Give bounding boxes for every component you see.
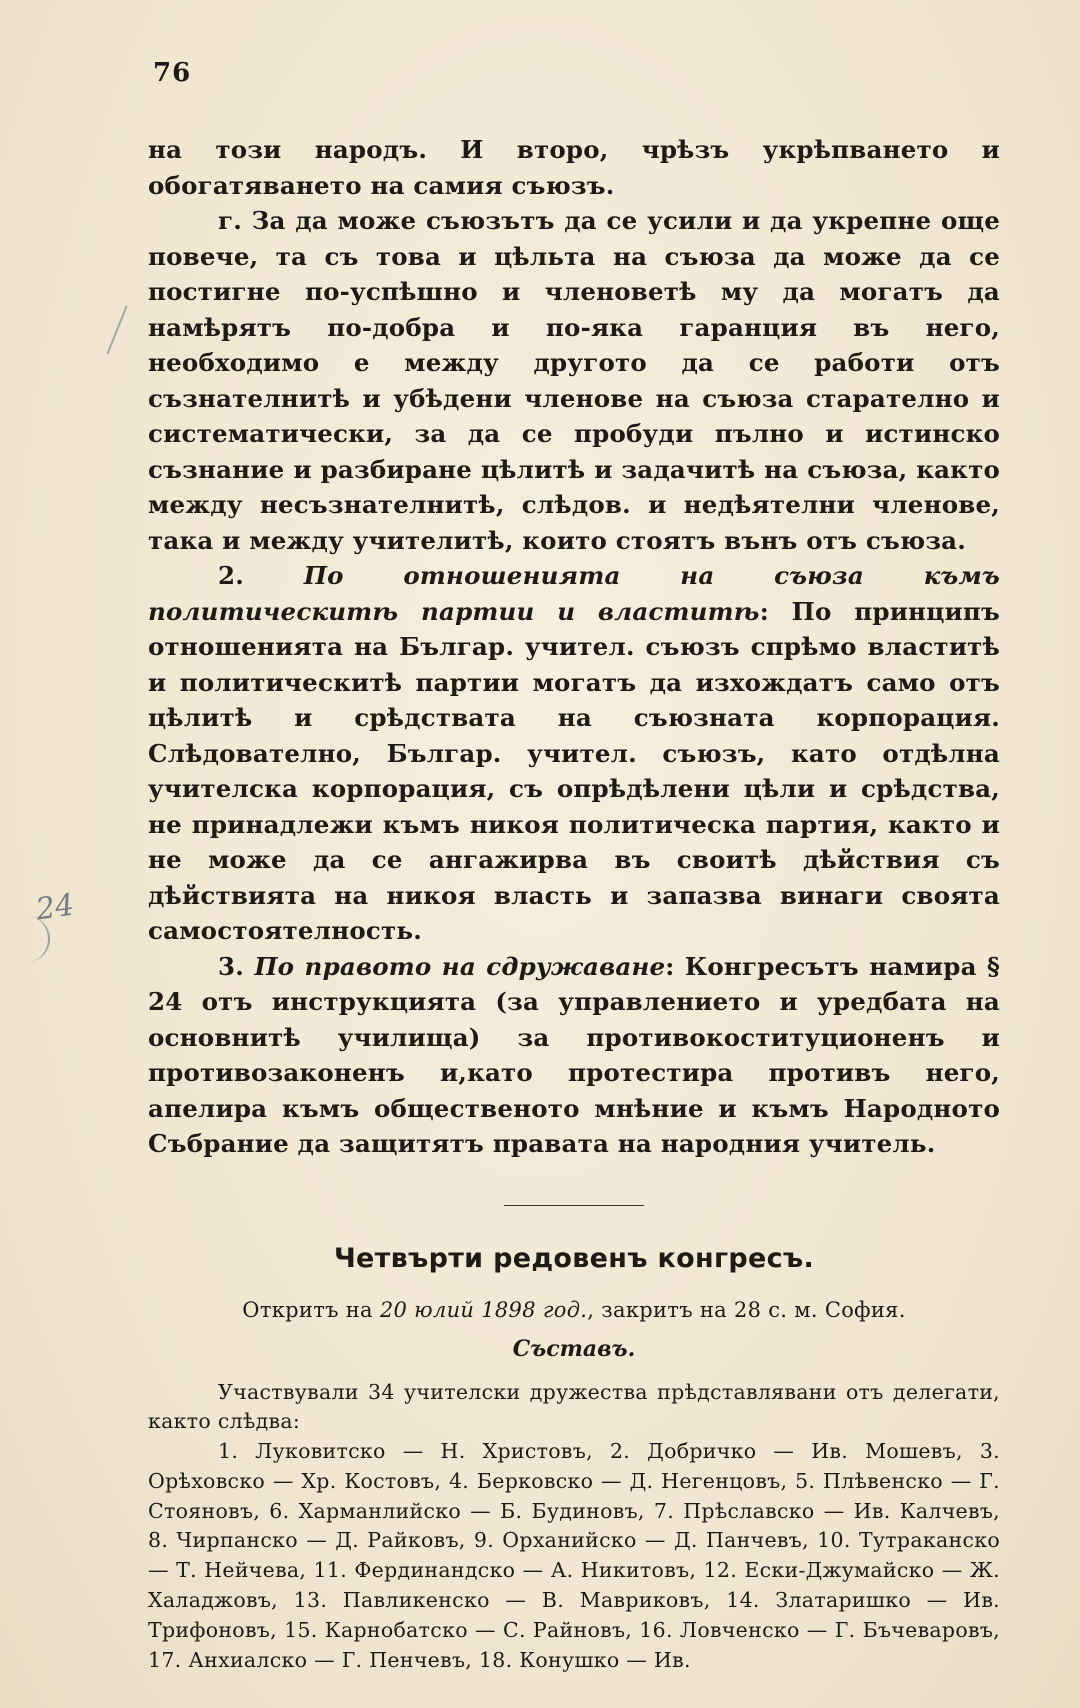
composition-subheading: Съставъ. <box>512 1335 636 1362</box>
pencil-mark <box>106 306 127 355</box>
paragraph-3-title: По правото на сдружаване <box>254 951 666 981</box>
paragraph-2 <box>148 558 1000 949</box>
opened-suffix: , закритъ на 28 с. м. София. <box>587 1297 906 1322</box>
paragraph-2-text: : По принципъ отношенията на Българ. учител. съюзъ спрѣмо властитѣ и политическитѣ партии могатъ да изхождатъ само отъ цѣлитѣ и срѣдствата на съюзната корпорация. Слѣдователно, Българ. учител. съюзъ, като отдѣлна учителска корпорация, съ опрѣдѣлени цѣли и срѣдства, не принадлежи къмъ никоя политическа партия, както и не може да се ангажирва въ своитѣ дѣйствия съ дѣйствията на никоя власть и запазва винаги своята самостоятелность. <box>148 596 1000 945</box>
paragraph-3 <box>148 949 1000 1162</box>
paragraph-2-title: По отношенията на съюза къмъ политическитѣ партии и властитѣ <box>148 561 1001 626</box>
paragraph-3-text: : Конгресътъ намира § 24 отъ инструкцията (за управлението и уредбата на основнитѣ училища) за противокоституционенъ и противозаконенъ и,като протестира противъ него, апелира къмъ общественото мнѣние и къмъ Народното Събрание да защитятъ правата на народния учитель. <box>148 951 1001 1158</box>
opened-prefix: Откритъ на <box>242 1297 380 1322</box>
section-divider <box>504 1205 644 1206</box>
section-heading: Четвърти редовенъ конгресъ. <box>333 1242 815 1274</box>
paragraph-2-number: 2. <box>218 561 244 590</box>
opened-date: 20 юлий 1898 год. <box>379 1297 588 1322</box>
congress-dates <box>148 1298 1000 1322</box>
paragraph-3-number: 3. <box>218 951 244 981</box>
delegates-intro: Участвували 34 учителски дружества прѣдставлявани отъ делегати, както слѣдва: <box>148 1379 1000 1434</box>
page-number: 76 <box>153 58 192 88</box>
paragraph-g: г. За да може съюзътъ да се усили и да укрепне още повече, та съ това и цѣльта на съюза да може да се постигне по-успѣшно и членоветѣ му да могатъ да намѣрятъ по-добра и по-яка гаранция въ него, необходимо е между другото да се работи отъ съзнателнитѣ и убѣдени членове на съюза старателно и систематически, за да се пробуди пълно и истинско съзнание и разбиране цѣлитѣ и задачитѣ на съюза, както между несъзнателнитѣ, слѣдов. и недѣятелни членове, така и между учителитѣ, които стоятъ вънъ отъ съюза. <box>148 206 1000 555</box>
page-content <box>148 132 1000 1675</box>
paragraph-continuation: на този народъ. И второ, чрѣзъ укрѣпването и обогатяването на самия съюзъ. <box>148 135 1000 200</box>
handwritten-margin-note: 24 <box>33 887 77 928</box>
delegates-list: 1. Луковитско — Н. Христовъ, 2. Добричко — Ив. Мошевъ, 3. Орѣховско — Хр. Костовъ, 4. Берковско — Д. Негенцовъ, 5. Плѣвенско — Г. Стояновъ, 6. Харманлийско — Б. Будиновъ, 7. Прѣславско — Ив. Калчевъ, 8. Чирпанско — Д. Райковъ, 9. Орханийско — Д. Панчевъ, 10. Тутраканско — Т. Нейчева, 11. Фердинандско — А. Никитовъ, 12. Ески-Джумайско — Ж. Халаджовъ, 13. Павликенско — В. Мавриковъ, 14. Златаришко — Ив. Трифоновъ, 15. Карнобатско — С. Райновъ, 16. Ловченско — Г. Бъчеваровъ, 17. Анхиалско — Г. Пенчевъ, 18. Конушко — Ив. <box>148 1439 1000 1672</box>
